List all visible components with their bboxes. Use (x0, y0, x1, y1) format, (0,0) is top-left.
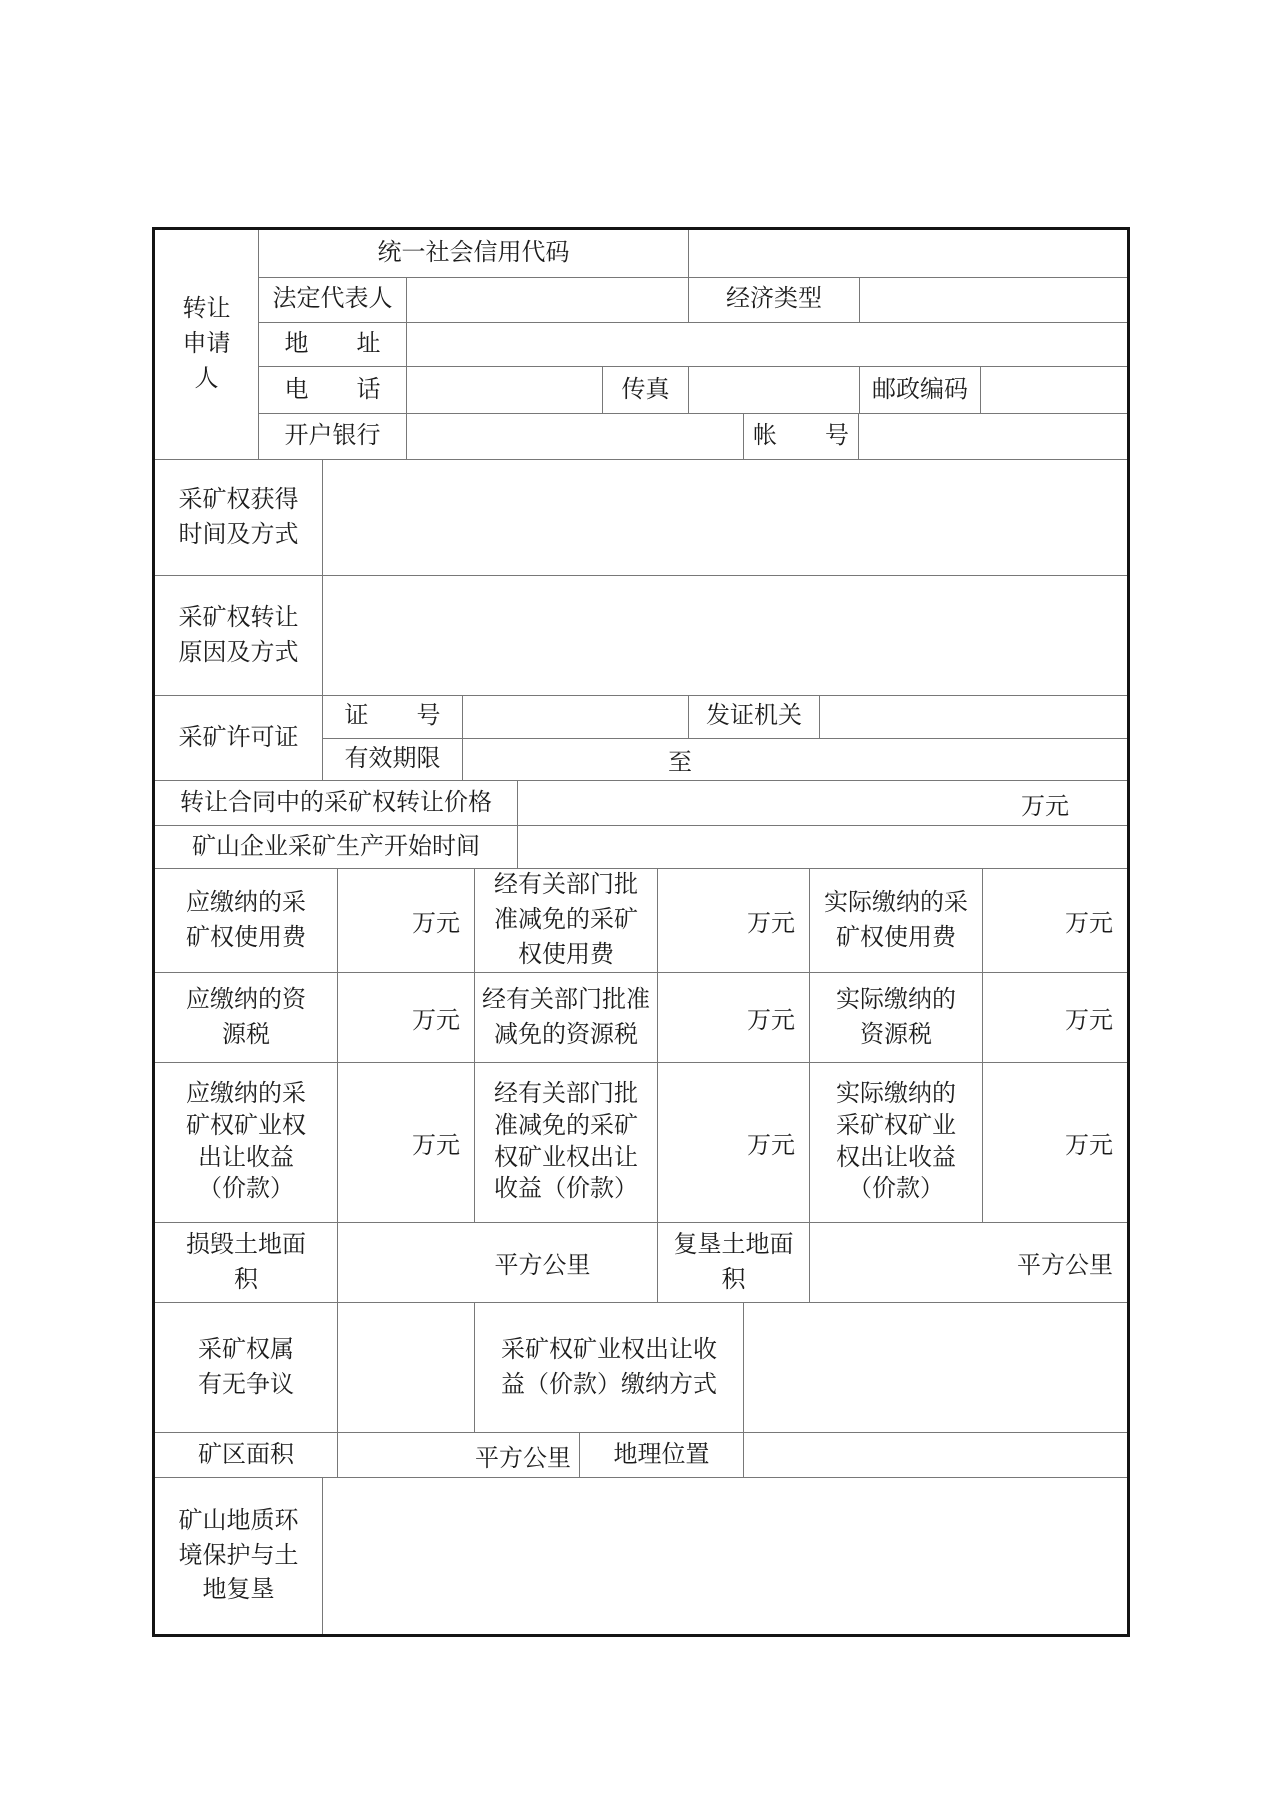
applicant-rowspan-label (155, 230, 259, 459)
fee-payable-label: 应缴纳的采矿权使用费 (155, 869, 338, 972)
price-row (155, 781, 1127, 826)
sq-km-unit: 平方公里 (1017, 1253, 1113, 1279)
econ-type-label: 经济类型 (689, 278, 860, 322)
location-input[interactable] (744, 1433, 1127, 1477)
fee-reduced-input[interactable] (658, 973, 810, 1062)
land-row (155, 1223, 1127, 1303)
fee-payable-label: 应缴纳的采矿权矿业权出让收益（价款） (155, 1063, 338, 1222)
dispute-row (155, 1303, 1127, 1433)
wan-yuan-unit: 万元 (747, 1133, 795, 1159)
transfer-reason-row (155, 576, 1127, 696)
fee-payable-input[interactable] (338, 1063, 475, 1222)
wan-yuan-unit: 万元 (412, 1133, 460, 1159)
fax-input[interactable] (689, 367, 860, 413)
reclaimed-land-input[interactable] (810, 1223, 1127, 1302)
fee-row-usage (155, 869, 1127, 973)
wan-yuan-unit: 万元 (412, 1008, 460, 1034)
wan-yuan-unit: 万元 (1065, 1008, 1113, 1034)
validity-to-text: 至 (668, 749, 692, 776)
acquisition-input[interactable] (323, 460, 1127, 575)
applicant-section (155, 230, 1127, 460)
account-label: 帐 号 (744, 414, 859, 459)
wan-yuan-unit: 万元 (1065, 911, 1113, 937)
environment-input[interactable] (323, 1478, 1127, 1634)
mine-area-label: 矿区面积 (155, 1433, 338, 1477)
dispute-label: 采矿权属有无争议 (155, 1303, 338, 1432)
credit-code-input[interactable] (689, 230, 1127, 277)
fee-payable-input[interactable] (338, 973, 475, 1062)
area-row (155, 1433, 1127, 1478)
applicant-label-text: 转让申请人 (182, 296, 231, 392)
wan-yuan-unit: 万元 (1021, 793, 1069, 820)
damaged-land-input[interactable] (338, 1223, 658, 1302)
fee-payable-label: 应缴纳的资源税 (155, 973, 338, 1062)
validity-input[interactable] (463, 739, 1127, 781)
bank-label: 开户银行 (259, 414, 407, 459)
mine-area-input[interactable] (338, 1433, 580, 1477)
issuer-input[interactable] (820, 696, 1127, 738)
damaged-land-label: 损毁土地面积 (155, 1223, 338, 1302)
postal-code-label: 邮政编码 (860, 367, 981, 413)
wan-yuan-unit: 万元 (747, 1008, 795, 1034)
legal-rep-input[interactable] (407, 278, 689, 322)
environment-row (155, 1478, 1127, 1634)
sq-km-unit: 平方公里 (494, 1253, 591, 1279)
mining-rights-transfer-form (152, 227, 1130, 1637)
fee-reduced-label: 经有关部门批准减免的资源税 (475, 973, 658, 1062)
wan-yuan-unit: 万元 (412, 911, 460, 937)
fee-paid-input[interactable] (983, 1063, 1127, 1222)
wan-yuan-unit: 万元 (747, 911, 795, 937)
postal-code-input[interactable] (981, 367, 1127, 413)
fee-paid-label: 实际缴纳的采矿权使用费 (810, 869, 983, 972)
fee-paid-label: 实际缴纳的采矿权矿业权出让收益（价款） (810, 1063, 983, 1222)
fee-reduced-input[interactable] (658, 1063, 810, 1222)
address-input[interactable] (407, 323, 1127, 367)
fee-paid-label: 实际缴纳的资源税 (810, 973, 983, 1062)
cert-no-input[interactable] (463, 696, 689, 738)
price-input[interactable] (518, 781, 1127, 825)
transfer-reason-input[interactable] (323, 576, 1127, 695)
fee-reduced-input[interactable] (658, 869, 810, 972)
cert-no-label: 证 号 (323, 696, 463, 738)
fee-paid-input[interactable] (983, 869, 1127, 972)
bank-input[interactable] (407, 414, 744, 459)
production-start-row (155, 826, 1127, 869)
production-start-label: 矿山企业采矿生产开始时间 (155, 826, 518, 868)
fee-row-transfer-income (155, 1063, 1127, 1223)
transfer-reason-label: 采矿权转让原因及方式 (155, 576, 323, 695)
location-label: 地理位置 (580, 1433, 744, 1477)
econ-type-input[interactable] (860, 278, 1127, 322)
address-label: 地 址 (259, 323, 407, 367)
acquisition-row (155, 460, 1127, 576)
phone-input[interactable] (407, 367, 603, 413)
acquisition-label: 采矿权获得时间及方式 (155, 460, 323, 575)
fax-label: 传真 (603, 367, 689, 413)
price-label: 转让合同中的采矿权转让价格 (155, 781, 518, 825)
license-section (155, 696, 1127, 781)
issuer-label: 发证机关 (689, 696, 820, 738)
fee-reduced-label: 经有关部门批准减免的采矿权矿业权出让收益（价款） (475, 1063, 658, 1222)
payment-method-label: 采矿权矿业权出让收益（价款）缴纳方式 (475, 1303, 744, 1432)
license-rowspan-label: 采矿许可证 (155, 696, 323, 780)
phone-label: 电 话 (259, 367, 407, 413)
fee-row-resource-tax (155, 973, 1127, 1063)
sq-km-unit: 平方公里 (475, 1445, 571, 1472)
payment-method-input[interactable] (744, 1303, 1127, 1432)
production-start-input[interactable] (518, 826, 1127, 868)
environment-label: 矿山地质环境保护与土地复垦 (155, 1478, 323, 1634)
dispute-input[interactable] (338, 1303, 475, 1432)
credit-code-label: 统一社会信用代码 (259, 230, 689, 277)
account-input[interactable] (859, 414, 1127, 459)
reclaimed-land-label: 复垦土地面积 (658, 1223, 810, 1302)
fee-reduced-label: 经有关部门批准减免的采矿权使用费 (475, 869, 658, 972)
fee-payable-input[interactable] (338, 869, 475, 972)
fee-paid-input[interactable] (983, 973, 1127, 1062)
validity-label: 有效期限 (323, 739, 463, 781)
wan-yuan-unit: 万元 (1065, 1133, 1113, 1159)
legal-rep-label: 法定代表人 (259, 278, 407, 322)
